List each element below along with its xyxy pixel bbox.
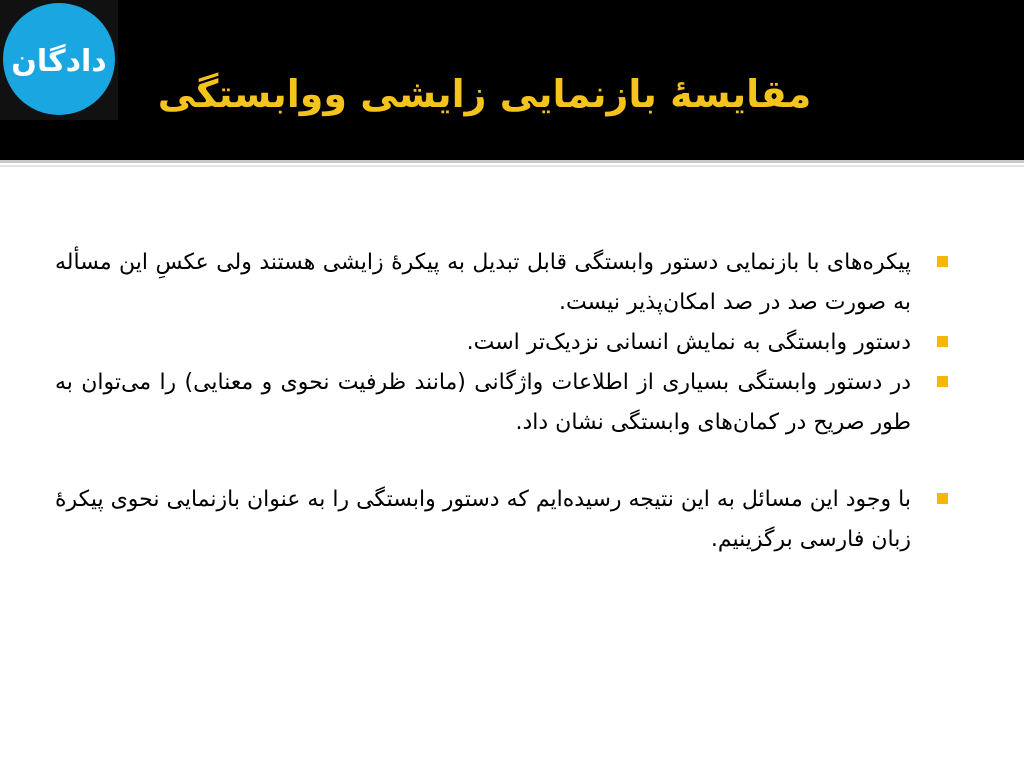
bullet-item <box>55 323 948 363</box>
bullet-text: پیکره‌های با بازنمایی دستور وابستگی قابل تبدیل به پیکرۀ زایشی هستند ولی عکسِ این مسأله به صورت صد در صد امکان‌پذیر نیست. <box>55 250 911 315</box>
header-divider-shadow <box>0 165 1024 167</box>
square-bullet-icon <box>937 336 948 347</box>
bullet-item <box>55 363 948 443</box>
logo-wordmark-icon <box>6 29 112 89</box>
square-bullet-icon <box>937 493 948 504</box>
bullet-text: دستور وابستگی به نمایش انسانی نزدیک‌تر است. <box>466 330 911 355</box>
bullet-item <box>55 480 948 560</box>
square-bullet-icon <box>937 376 948 387</box>
bullet-text: با وجود این مسائل به این نتیجه رسیده‌ایم که دستور وابستگی را به عنوان بازنمایی نحوی پیکرۀ زبان فارسی برگزینیم. <box>55 487 911 552</box>
logo-badge-icon <box>3 3 115 115</box>
slide-title: مقایسۀ بازنمایی زایشی ووابستگی <box>157 72 812 116</box>
bullet-text: در دستور وابستگی بسیاری از اطلاعات واژگانی (مانند ظرفیت نحوی و معنایی) را می‌توان به طور صریح در کمان‌های وابستگی نشان داد. <box>55 370 911 435</box>
square-bullet-icon <box>937 256 948 267</box>
header-divider <box>0 160 1024 163</box>
logo <box>0 0 118 120</box>
paragraph-spacer <box>55 443 948 480</box>
logo-text: دادگان <box>11 44 107 79</box>
bullet-item <box>55 243 948 323</box>
slide-header <box>0 0 1024 160</box>
slide-body <box>55 243 948 560</box>
